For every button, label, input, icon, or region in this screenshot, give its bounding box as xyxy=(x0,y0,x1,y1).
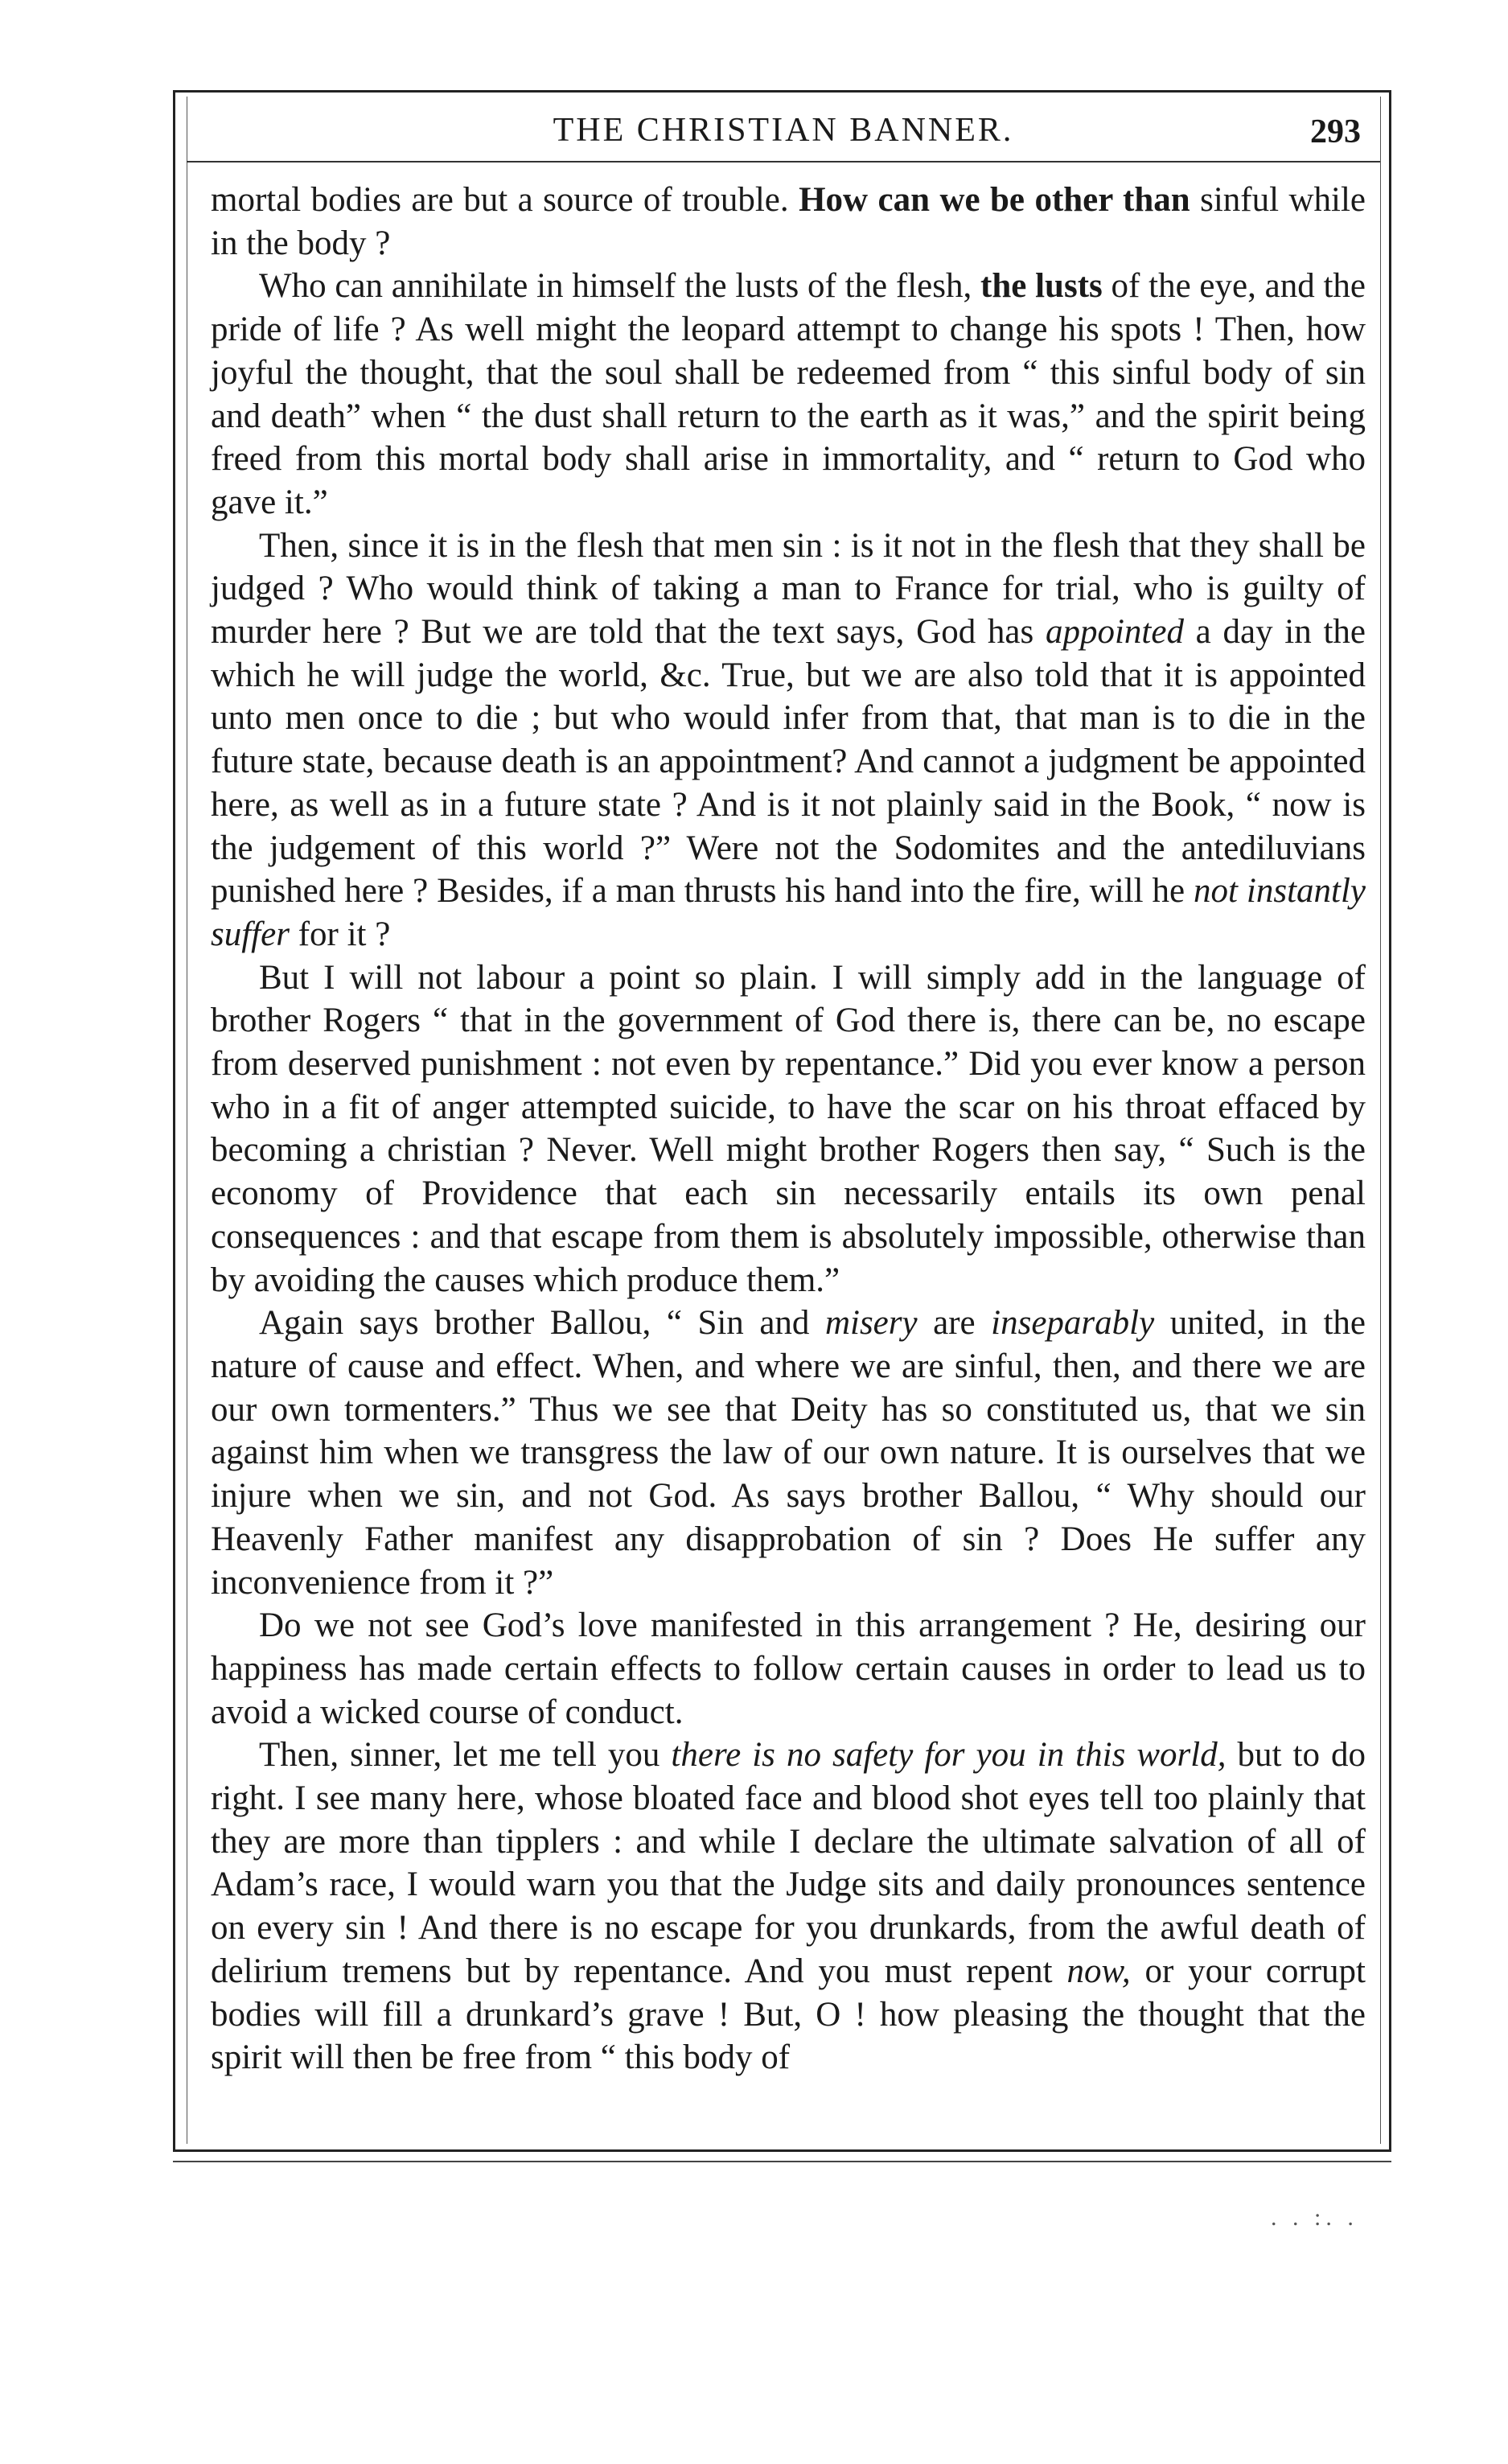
bold-text: How can we be other than xyxy=(799,181,1190,219)
bold-text: the lusts xyxy=(980,267,1103,306)
italic-text: misery xyxy=(824,1304,918,1343)
journal-title: THE CHRISTIAN BANNER. xyxy=(553,112,1014,149)
paragraph xyxy=(211,265,1366,524)
article-body xyxy=(211,179,1366,2079)
text-run: for it ? xyxy=(289,915,391,953)
text-run: Again says brother Ballou, “ Sin and xyxy=(259,1304,825,1343)
text-run: but to do right. I see many here, whose bloated face and blood shot eyes tell too plainly that they are more than tipplers : and while I declare the ultimate salvation of all of Adam’s race, I would warn you that the Judge sits and daily pronounces sentence on every sin ! And there is no escape for you drunkards, from the awful death of delirium tremens but by repentance. And you must repent xyxy=(211,1736,1366,1990)
bottom-border-rule xyxy=(173,2149,1391,2152)
text-run: are xyxy=(917,1304,992,1343)
text-run: a day in the which he will judge the world, &c. True, but we are also told that it is appointed unto men once to die ; but who would infer from that, that man is to die in the future state, because death is an appointment? And cannot a judgment be appointed here, as well as in a future state ? And is it not plainly said in the Book, “ now is the judgement of this world ?” Were not the Sodomites and the antediluvians punished here ? Besides, if a man thrusts his hand into the fire, will he xyxy=(211,613,1366,911)
italic-text: not instantly suffer xyxy=(211,872,1366,953)
text-run: sinful while in the body ? xyxy=(211,181,1366,262)
text-run: mortal bodies are but a source of trouble. xyxy=(211,181,799,219)
printer-marks: . . :. . xyxy=(1271,2204,1358,2231)
paragraph xyxy=(211,1734,1366,2079)
italic-text: inseparably xyxy=(991,1304,1155,1343)
bottom-double-rule xyxy=(173,2161,1391,2162)
paragraph xyxy=(211,524,1366,956)
paragraph xyxy=(211,1604,1366,1734)
paragraph xyxy=(211,956,1366,1302)
inner-right-rule xyxy=(1380,97,1381,2144)
text-run: or your corrupt bodies will fill a drunkard’s grave ! But, O ! how pleasing the thought that the spirit will then be free from “ this body of xyxy=(211,1952,1366,2077)
running-head xyxy=(187,111,1380,156)
header-rule xyxy=(187,161,1380,162)
italic-text: now, xyxy=(1066,1952,1131,1990)
text-run: Who can annihilate in himself the lusts of the flesh, xyxy=(259,267,981,306)
text-run: Then, since it is in the flesh that men sin : is it not in the flesh that they shall be judged ? Who would think of taking a man to France for trial, who is guilty of murder here ? But we are told that the text says, God has xyxy=(211,526,1366,652)
page-number: 293 xyxy=(1310,113,1361,150)
italic-text: appointed xyxy=(1045,613,1184,652)
text-run: Then, sinner, let me tell you xyxy=(259,1736,672,1775)
text-run: united, in the nature of cause and effect. When, and where we are sinful, then, and there we are our own tormenters.” Thus we see that Deity has so constituted us, that we sin against him when we transgress the law of our own nature. It is ourselves that we injure when we sin, and not God. As says brother Ballou, “ Why should our Heavenly Father manifest any disapprobation of sin ? Does He suffer any inconvenience from it ?” xyxy=(211,1304,1366,1602)
paragraph xyxy=(211,179,1366,265)
paragraph xyxy=(211,1302,1366,1604)
text-run: But I will not labour a point so plain. I will simply add in the language of brother Rogers “ that in the government of God there is, there can be, no escape from deserved punishment : not even by repentance.” Did you ever know a person who in a fit of anger attempted suicide, to have the scar on his throat effaced by becoming a christian ? Never. Well might brother Rogers then say, “ Such is the economy of Providence that each sin necessarily entails its own penal consequences : and that escape from them is absolutely impossible, otherwise than by avoiding the causes which produce them.” xyxy=(211,958,1366,1299)
text-run: of the eye, and the pride of life ? As well might the leopard attempt to change his spots ! Then, how joyful the thought, that the soul shall be redeemed from “ this sinful body of sin and death” when “ the dust shall return to the earth as it was,” and the spirit being freed from this mortal body shall arise in immortality, and “ return to God who gave it.” xyxy=(211,267,1366,521)
italic-text: there is no safety for you in this world, xyxy=(671,1736,1227,1775)
text-run: Do we not see God’s love manifested in this arrangement ? He, desiring our happiness has made certain effects to follow certain causes in order to lead us to avoid a wicked course of conduct. xyxy=(211,1606,1366,1731)
